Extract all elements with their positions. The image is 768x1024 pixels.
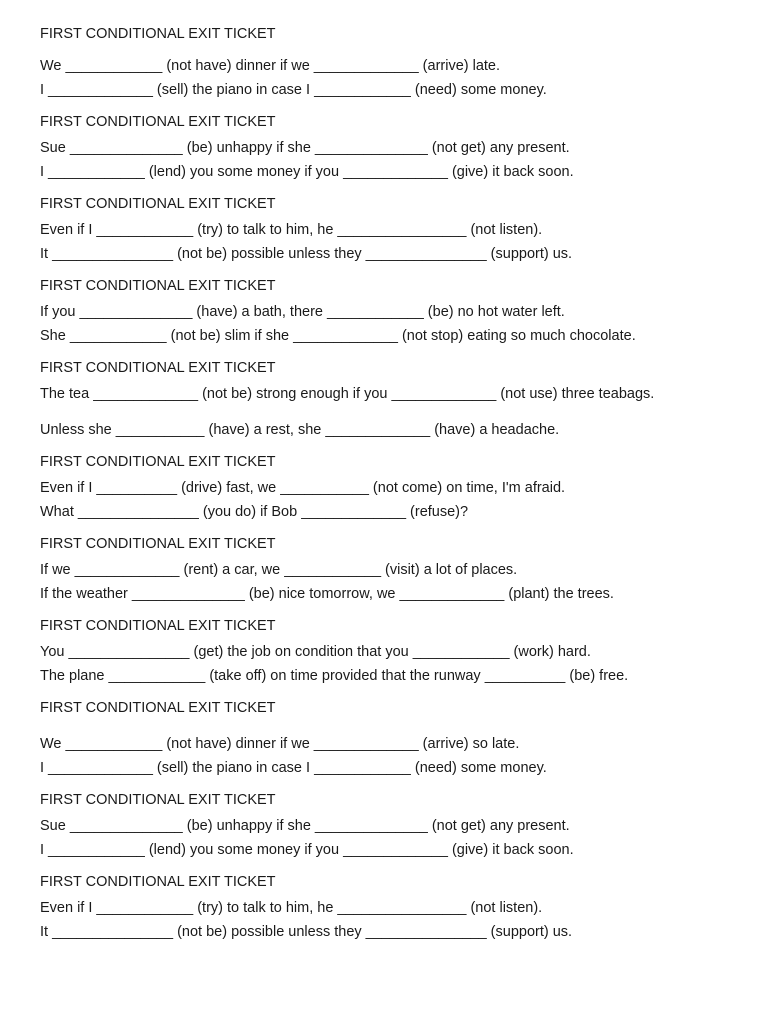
exit-ticket bbox=[40, 790, 740, 862]
ticket-title: FIRST CONDITIONAL EXIT TICKET bbox=[40, 278, 276, 294]
exit-ticket bbox=[40, 194, 740, 266]
ticket-title: FIRST CONDITIONAL EXIT TICKET bbox=[40, 114, 276, 130]
exercise-sentence: The plane ____________ (take off) on time provided that the runway __________ (be) free. bbox=[40, 668, 629, 684]
exercise-sentence: We ____________ (not have) dinner if we _____________ (arrive) so late. bbox=[40, 736, 520, 752]
ticket-title: FIRST CONDITIONAL EXIT TICKET bbox=[40, 700, 276, 716]
ticket-title: FIRST CONDITIONAL EXIT TICKET bbox=[40, 536, 276, 552]
exercise-sentence: The tea _____________ (not be) strong enough if you _____________ (not use) three teabags. bbox=[40, 386, 655, 402]
exercise-sentence: Even if I ____________ (try) to talk to him, he ________________ (not listen). bbox=[40, 222, 543, 238]
exit-ticket bbox=[40, 534, 740, 606]
exit-ticket bbox=[40, 112, 740, 184]
exercise-sentence: If the weather ______________ (be) nice tomorrow, we _____________ (plant) the trees. bbox=[40, 586, 614, 602]
exercise-sentence: She ____________ (not be) slim if she _____________ (not stop) eating so much chocolate. bbox=[40, 328, 636, 344]
exercise-sentence: Even if I ____________ (try) to talk to him, he ________________ (not listen). bbox=[40, 900, 543, 916]
exit-ticket bbox=[40, 358, 740, 442]
exercise-sentence: Unless she ___________ (have) a rest, she _____________ (have) a headache. bbox=[40, 422, 560, 438]
exercise-sentence: Sue ______________ (be) unhappy if she ______________ (not get) any present. bbox=[40, 818, 570, 834]
exercise-sentence: If we _____________ (rent) a car, we ____________ (visit) a lot of places. bbox=[40, 562, 518, 578]
exercise-sentence: It _______________ (not be) possible unless they _______________ (support) us. bbox=[40, 246, 573, 262]
exercise-sentence: It _______________ (not be) possible unless they _______________ (support) us. bbox=[40, 924, 573, 940]
exit-ticket bbox=[40, 616, 740, 688]
ticket-title: FIRST CONDITIONAL EXIT TICKET bbox=[40, 26, 276, 42]
exercise-sentence: Even if I __________ (drive) fast, we ___________ (not come) on time, I'm afraid. bbox=[40, 480, 566, 496]
exercise-sentence: I _____________ (sell) the piano in case I ____________ (need) some money. bbox=[40, 82, 547, 98]
worksheet-page bbox=[40, 24, 740, 944]
ticket-title: FIRST CONDITIONAL EXIT TICKET bbox=[40, 792, 276, 808]
exercise-sentence: We ____________ (not have) dinner if we _____________ (arrive) late. bbox=[40, 58, 501, 74]
exit-ticket bbox=[40, 276, 740, 348]
exit-ticket bbox=[40, 872, 740, 944]
exit-ticket bbox=[40, 452, 740, 524]
exercise-sentence: I _____________ (sell) the piano in case I ____________ (need) some money. bbox=[40, 760, 547, 776]
exercise-sentence: Sue ______________ (be) unhappy if she ______________ (not get) any present. bbox=[40, 140, 570, 156]
exit-ticket bbox=[40, 698, 740, 780]
exercise-sentence: You _______________ (get) the job on condition that you ____________ (work) hard. bbox=[40, 644, 591, 660]
ticket-title: FIRST CONDITIONAL EXIT TICKET bbox=[40, 874, 276, 890]
exit-ticket bbox=[40, 24, 740, 102]
exercise-sentence: I ____________ (lend) you some money if you _____________ (give) it back soon. bbox=[40, 842, 574, 858]
ticket-title: FIRST CONDITIONAL EXIT TICKET bbox=[40, 618, 276, 634]
exercise-sentence: I ____________ (lend) you some money if you _____________ (give) it back soon. bbox=[40, 164, 574, 180]
exercise-sentence: What _______________ (you do) if Bob _____________ (refuse)? bbox=[40, 504, 469, 520]
ticket-title: FIRST CONDITIONAL EXIT TICKET bbox=[40, 360, 276, 376]
ticket-title: FIRST CONDITIONAL EXIT TICKET bbox=[40, 196, 276, 212]
exercise-sentence: If you ______________ (have) a bath, there ____________ (be) no hot water left. bbox=[40, 304, 565, 320]
ticket-title: FIRST CONDITIONAL EXIT TICKET bbox=[40, 454, 276, 470]
